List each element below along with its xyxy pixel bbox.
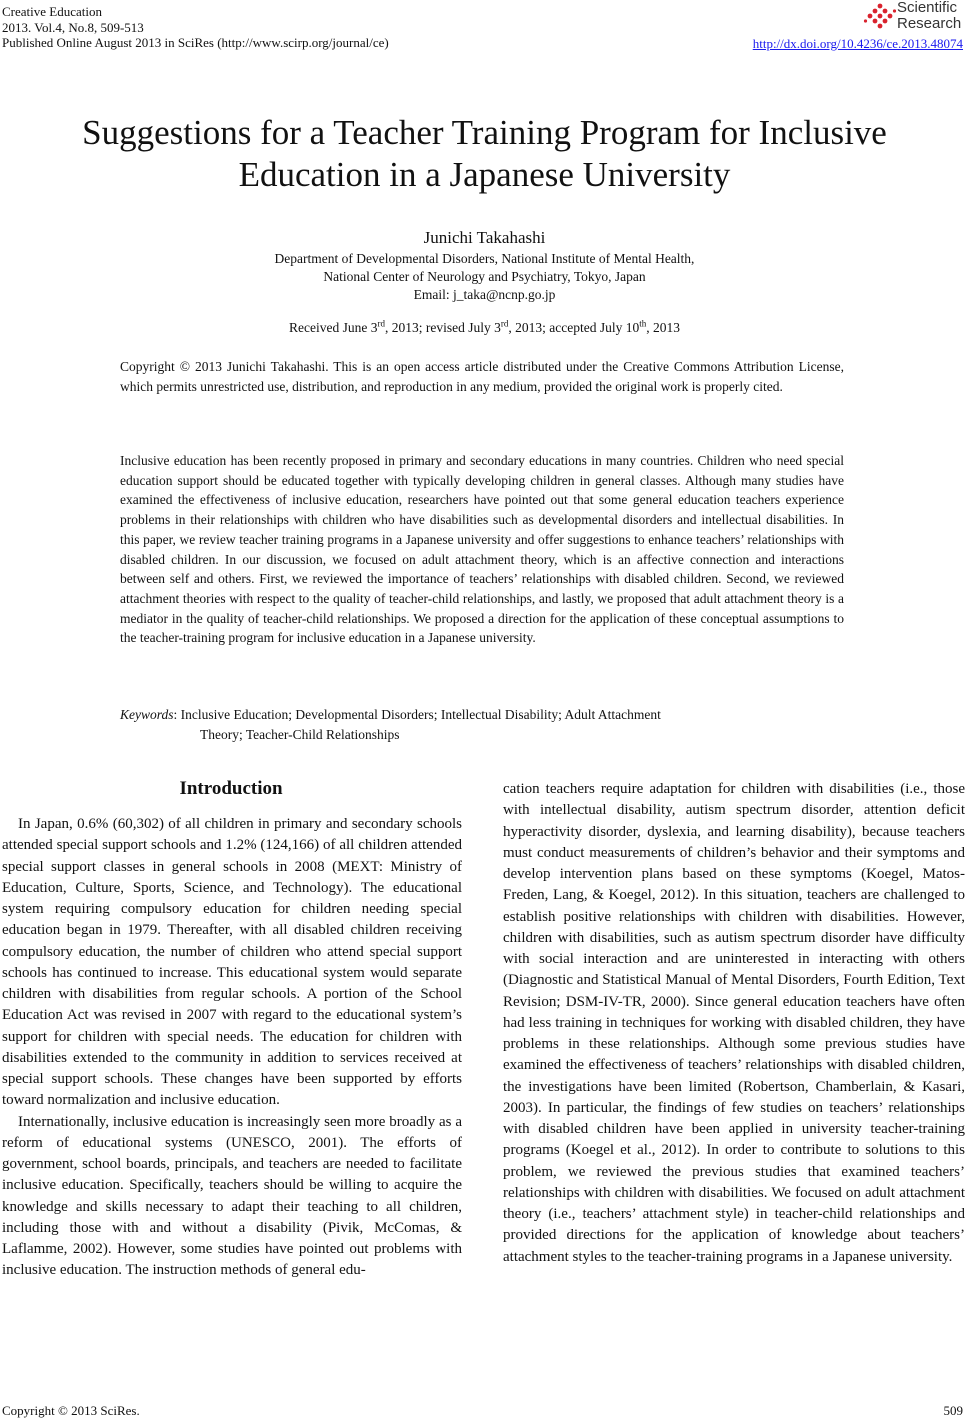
- keywords-label: Keywords: [120, 707, 174, 722]
- affiliation-line-1: Department of Developmental Disorders, National Institute of Mental Health,: [274, 251, 695, 266]
- author-affiliation: [0, 250, 969, 304]
- intro-paragraph-3: cation teachers require adaptation for children with disabilities (i.e., those with intellectual disability, autism spectrum disorder, attention deficit hyperactivity disorder, dyslexia, and learning disability), because teachers must conduct measurements of children’s behavior and their symptoms and develop intervention plans based on these symptoms (Koegel, Matos-Freden, Lang, & Koegel, 2012). In this situation, teachers are challenged to establish positive relationships with children with disabilities. However, children with disabilities, such as autism spectrum disorder have difficulty with social interaction and are uninterested in interacting with others (Diagnostic and Statistical Manual of Mental Disorders, Fourth Edition, Text Revision; DSM-IV-TR, 2000). Since general education teachers have often had less training in techniques for working with disabled children, they have problems in these relationships. Although some previous studies have examined the effectiveness of teachers’ relationships with disabled children, the investigations have been limited (Robertson, Chamberlain, & Kasari, 2003). In particular, the findings of few studies on teachers’ relationships with disabled children have been applied in university teacher-training programs (Koegel et al., 2012). In order to contribute to solutions to this problem, we reviewed the previous studies that examined teachers’ relationships with children with disabilities. We focused on adult attachment theory (i.e., teachers’ attachment style) in teacher-child relationships and provided directions for the application of knowledge about teachers’ attachment styles to the teacher-training programs in a Japanese university.: [503, 781, 965, 1265]
- received-dates: Received June 3rd, 2013; revised July 3rd, 2013; accepted July 10th, 2013: [289, 318, 680, 335]
- title-line-2: Education in a Japanese University: [238, 155, 731, 194]
- diamond-dots-icon: [863, 2, 897, 32]
- logo-text-line2: Research: [897, 15, 962, 32]
- doi-link[interactable]: http://dx.doi.org/10.4236/ce.2013.48074: [752, 36, 963, 51]
- paper-title: [0, 112, 969, 196]
- keywords-line-1: Inclusive Education; Developmental Disorders; Intellectual Disability; Adult Attachment: [180, 707, 661, 722]
- left-column: [2, 814, 462, 1282]
- author-name: Junichi Takahashi: [423, 228, 546, 247]
- affiliation-line-2: National Center of Neurology and Psychiatry, Tokyo, Japan: [323, 269, 646, 284]
- title-line-1: Suggestions for a Teacher Training Program for Inclusive: [82, 113, 887, 152]
- section-heading: Introduction: [179, 778, 283, 799]
- intro-paragraph-2: Internationally, inclusive education is increasingly seen more broadly as a reform of educational systems (UNESCO, 2001). The efforts of government, school boards, principals, and teachers are needed to facilitate inclusive education. Specifically, teachers should be willing to acquire the knowledge and skills necessary to adapt their teaching to all children, including those with and without a disability (Pivik, McComas, & Laflamme, 2002). However, some studies have pointed out problems with inclusive education. The instruction methods of general edu-: [2, 1113, 462, 1279]
- copyright-notice: Copyright © 2013 Junichi Takahashi. This is an open access article distributed under the Creative Commons Attribution License, which permits unrestricted use, distribution, and reproduction in any medium, provided the original work is properly cited.: [120, 359, 844, 394]
- abstract: Inclusive education has been recently proposed in primary and secondary educations in many countries. Children who need special education support should be educated together with typically developing children in general classes. Although many studies have examined the effectiveness of inclusive education, researchers have pointed out that some general education teachers experience problems in their relationships with children who have disabilities such as developmental disorders and intellectual disabilities. In this paper, we review teacher training programs in a Japanese university and offer suggestions to enhance teachers’ relationships with disabled children. In our discussion, we focused on adult attachment theory, which is an affective connection and interactions between self and others. First, we reviewed the importance of teachers’ relationships with disabled children. Second, we reviewed attachment theories with respect to the quality of teacher-child relationships, and lastly, we proposed that adult attachment theory is a mediator in the quality of teacher-child relationships. We proposed a direction for the application of these conceptual assumptions to the teacher-training program for inclusive education in a Japanese university.: [120, 453, 844, 646]
- author-email: Email: j_taka@ncnp.go.jp: [413, 287, 556, 302]
- journal-header: [2, 4, 389, 51]
- journal-name: Creative Education: [2, 4, 102, 19]
- right-column: [503, 779, 965, 1268]
- published-online: Published Online August 2013 in SciRes (http://www.scirp.org/journal/ce): [2, 35, 389, 50]
- logo-text-line1: Scientific: [897, 0, 958, 16]
- journal-volume: 2013. Vol.4, No.8, 509-513: [2, 19, 144, 35]
- intro-paragraph-1: In Japan, 0.6% (60,302) of all children in primary and secondary schools attended special support schools and 1.2% (124,166) of all children attended special support classes in general schools in 2008 (MEXT: Ministry of Education, Culture, Sports, Science, and Technology). The educational system requiring compulsory education for children needing special education began in 1979. Thereafter, with all disabled children receiving compulsory education, the number of children who attend special support schools has continued to increase. This educational system would separate children with disabilities from regular schools. A portion of the School Education Act was revised in 2007 with regard to the educational system’s support for children with special needs. The education for children with disabilities extended to the community in addition to services received at special support schools. These changes have been supported by efforts toward normalization and inclusive education.: [2, 816, 462, 1109]
- scientific-research-logo: [863, 0, 963, 36]
- footer-copyright: Copyright © 2013 SciRes.: [2, 1403, 140, 1418]
- keywords-line-2: Theory; Teacher-Child Relationships: [200, 727, 400, 742]
- page-number: 509: [943, 1403, 963, 1418]
- keywords: Keywords: Inclusive Education; Developmental Disorders; Intellectual Disability; Adult Attachment Theory; Teacher-Child Relationships: [120, 705, 844, 745]
